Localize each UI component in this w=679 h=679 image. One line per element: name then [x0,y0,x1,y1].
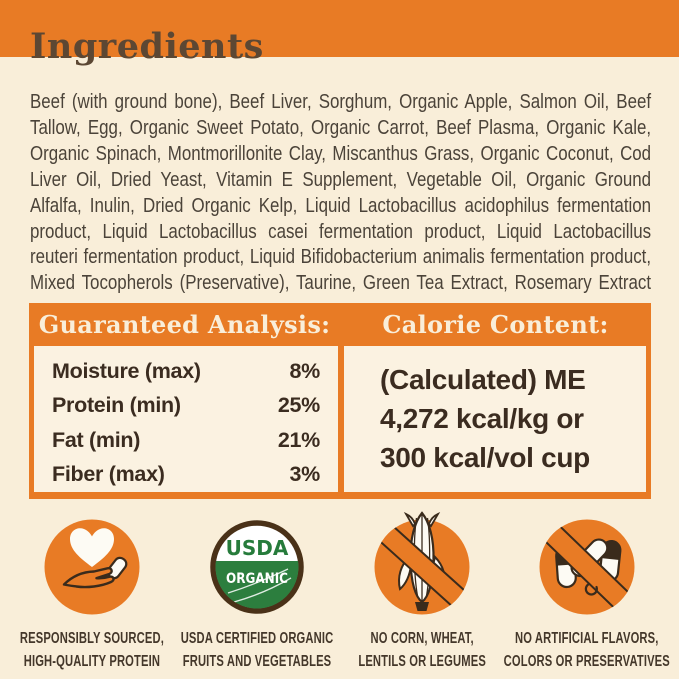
nutrient-value: 8% [289,358,320,383]
guaranteed-analysis-table [34,346,338,492]
analysis-panels [29,303,651,499]
table-row [52,458,320,493]
calorie-line: 4,272 kcal/kg or [380,403,584,434]
badge-caption-line: USDA CERTIFIED ORGANIC [180,630,334,647]
badge-caption-line: NO CORN, WHEAT, [370,630,474,647]
top-orange-band [0,0,679,68]
nutrient-value: 3% [289,462,320,487]
seal-top-text: USDA [225,536,289,560]
badge-caption-line: FRUITS AND VEGETABLES [182,653,332,670]
badge-no-corn [340,505,505,673]
table-row [52,389,320,424]
no-pills-icon [532,505,642,617]
badge-usda-organic [175,505,340,673]
badge-caption [20,627,164,673]
nutrient-label: Moisture (max) [52,358,201,383]
badge-caption [503,627,669,673]
calorie-content-box [344,346,646,492]
ingredients-paragraph: Beef (with ground bone), Beef Liver, Sorghum, Organic Apple, Salmon Oil, Beef Tallow, Egg, Organic Sweet Potato, Organic Carrot, Beef Plasma, Organic Kale, Organic Spinach, Montmorillonite Clay, Miscanthus Grass, Organic Coconut, Cod Liver Oil, Dried Yeast, Vitamin E Supplement, Vegetable Oil, Organic Ground Alfalfa, Inulin, Dried Organic Kelp, Liquid Lactobacillus acidophilus fermentation product, Liquid Lactobacillus casei fermentation product, Liquid Lactobacillus reuteri fermentation product, Liquid Bifidobacterium animalis fermentation product, Mixed Tocopherols (Preservative), Taurine, Green Tea Extract, Rosemary Extract [30,91,652,295]
badge-caption-line: LENTILS OR LEGUMES [358,653,486,670]
badge-caption-line: COLORS OR PRESERVATIVES [503,653,670,670]
badge-responsibly-sourced [10,505,175,673]
nutrient-label: Fiber (max) [52,462,165,487]
guaranteed-analysis-title: Guaranteed Analysis: [38,310,331,339]
nutrient-value: 25% [277,393,320,418]
no-corn-icon [367,505,477,617]
badge-caption-line: HIGH-QUALITY PROTEIN [24,653,161,670]
table-row [52,423,320,458]
badge-caption [181,627,334,673]
heart-in-hand-icon [37,505,147,617]
table-row [52,354,320,389]
calorie-content-title: Calorie Content: [382,310,609,339]
badge-caption-line: RESPONSIBLY SOURCED, [20,630,165,647]
badges-row [10,505,669,673]
usda-organic-seal [202,505,312,617]
panel-headers [29,303,651,346]
badge-caption-line: NO ARTIFICIAL FLAVORS, [514,630,659,647]
page-title: Ingredients [30,26,264,68]
calorie-line: 300 kcal/vol cup [380,442,590,473]
nutrient-label: Fat (min) [52,427,141,452]
seal-bottom-text: ORGANIC [226,571,289,587]
nutrient-label: Protein (min) [52,393,181,418]
nutrient-value: 21% [277,427,320,452]
calorie-line: (Calculated) ME [380,364,586,395]
badge-no-artificial [504,505,669,673]
badge-caption [358,627,486,673]
panel-boxes [29,346,651,492]
